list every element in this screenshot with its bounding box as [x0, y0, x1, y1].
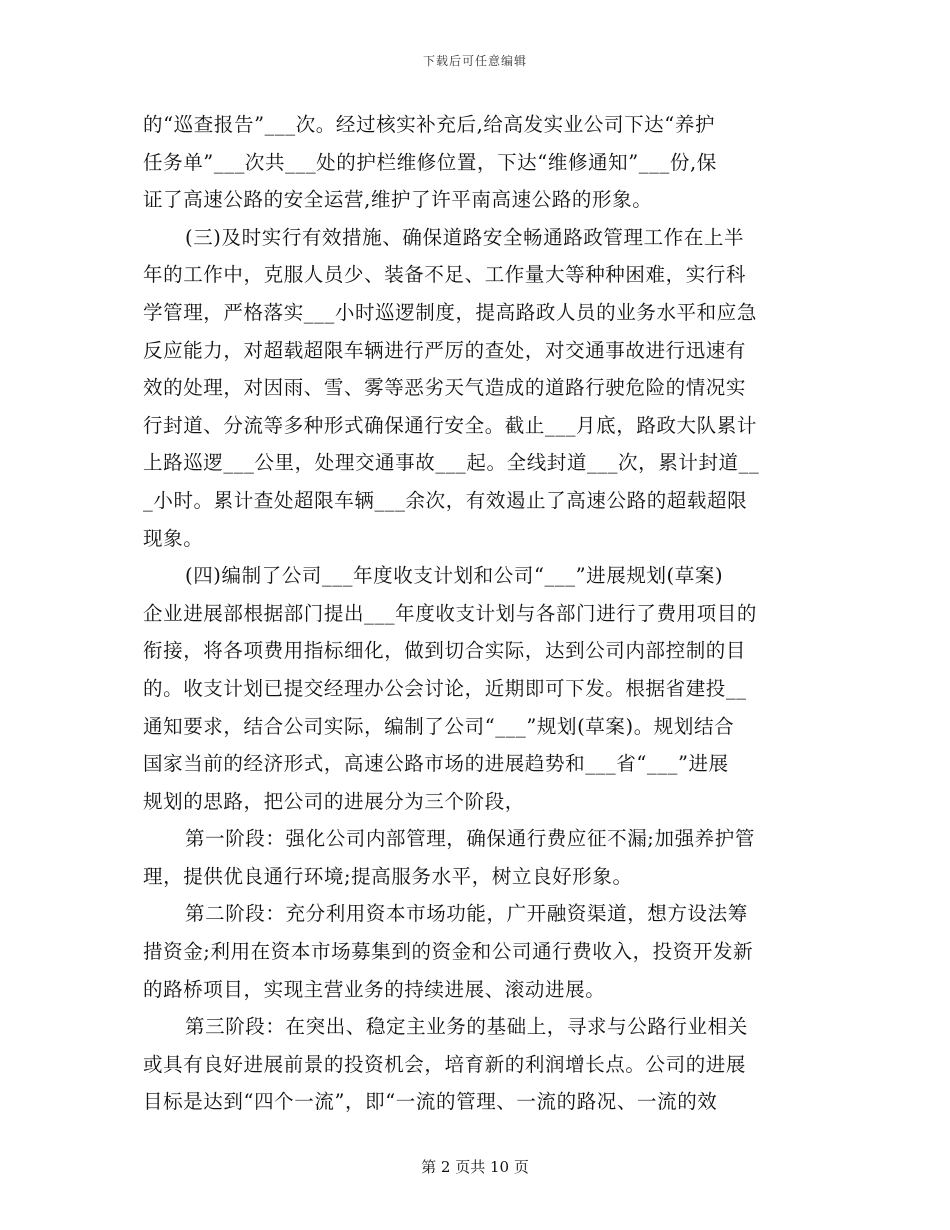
- text-line: 通知要求，结合公司实际，编制了公司“___”规划(草案)。规划结合: [143, 714, 735, 738]
- text-line: 学管理，严格落实___小时巡逻制度，提高路政人员的业务水平和应急: [143, 300, 757, 324]
- page-header: 下载后可任意编辑: [422, 54, 527, 68]
- paragraph-start-line: 第三阶段：在突出、稳定主业务的基础上，寻求与公路行业相关: [185, 1015, 748, 1039]
- text-line: 现象。: [143, 526, 204, 550]
- text-line: 年的工作中，克服人员少、装备不足、工作量大等种种困难，实行科: [143, 263, 747, 287]
- text-line: 任务单”___次共___处的护栏维修位置，下达“维修通知”___份,保: [143, 150, 717, 174]
- paragraph-start-line: 第一阶段：强化公司内部管理，确保通行费应征不漏;加强养护管: [185, 827, 755, 851]
- text-line: _小时。累计查处超限车辆___余次，有效遏止了高速公路的超载超限: [143, 488, 748, 512]
- text-line: 的。收支计划已提交经理办公会讨论，近期即可下发。根据省建投__: [143, 676, 747, 700]
- text-line: 上路巡逻___公里，处理交通事故___起。全线封道___次，累计封道__: [143, 451, 760, 475]
- document-body: [143, 106, 808, 1121]
- text-line: 反应能力，对超载超限车辆进行严厉的查处，对交通事故进行迅速有: [143, 338, 747, 362]
- text-line: 的“巡查报告”___次。经过核实补充后,给高发实业公司下达“养护: [143, 113, 716, 136]
- page-number: 第 2 页共 10 页: [421, 1158, 529, 1176]
- text-line: 国家当前的经济形式，高速公路市场的进展趋势和___省“___”进展: [143, 752, 729, 776]
- text-line: 衔接，将各项费用指标细化，做到切合实际，达到公司内部控制的目: [143, 639, 747, 663]
- paragraph-start-line: (三)及时实行有效措施、确保道路安全畅通路政管理工作在上半: [185, 225, 745, 249]
- text-line: 或具有良好进展前景的投资机会，培育新的利润增长点。公司的进展: [143, 1052, 747, 1076]
- text-line: 企业进展部根据部门提出___年度收支计划与各部门进行了费用项目的: [143, 601, 757, 625]
- text-line: 效的处理，对因雨、雪、雾等恶劣天气造成的道路行驶危险的情况实: [143, 376, 747, 400]
- paragraph-start-line: 第二阶段：充分利用资本市场功能，广开融资渠道，想方设法筹: [185, 902, 748, 926]
- text-line: 的路桥项目，实现主营业务的持续进展、滚动进展。: [143, 977, 606, 1001]
- paragraph-start-line: (四)编制了公司___年度收支计划和公司“___”进展规划(草案): [185, 564, 724, 588]
- text-line: 理，提供优良通行环境;提高服务水平，树立良好形象。: [143, 864, 633, 888]
- text-line: 证了高速公路的安全运营,维护了许平南高速公路的形象。: [143, 188, 653, 212]
- text-line: 措资金;利用在资本市场募集到的资金和公司通行费收入，投资开发新: [143, 940, 754, 964]
- text-line: 行封道、分流等多种形式确保通行安全。截止___月底，路政大队累计: [143, 413, 757, 437]
- text-line: 目标是达到“四个一流”，即“一流的管理、一流的路况、一流的效: [143, 1090, 718, 1114]
- text-line: 规划的思路，把公司的进展分为三个阶段，: [143, 789, 525, 813]
